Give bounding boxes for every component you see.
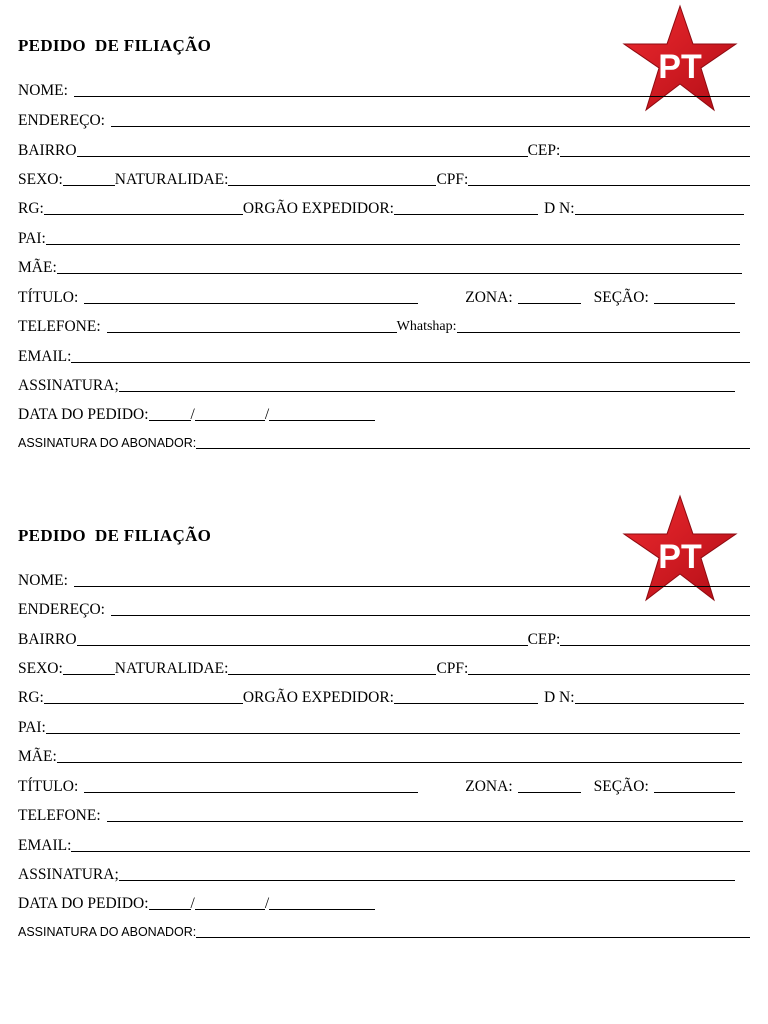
cpf-field[interactable] (468, 170, 750, 186)
nome-label: NOME: (18, 572, 68, 589)
email-label: EMAIL: (18, 837, 72, 854)
telefone-label: TELEFONE: (18, 318, 101, 335)
data-ano-field[interactable] (269, 894, 375, 910)
data-pedido-row (18, 402, 750, 424)
assinatura-row (18, 373, 735, 395)
pai-field[interactable] (46, 229, 740, 245)
pai-label: PAI: (18, 719, 46, 736)
whatsapp-field[interactable] (457, 317, 740, 333)
nome-field[interactable] (74, 81, 750, 97)
data-dia-field[interactable] (149, 894, 191, 910)
zona-field[interactable] (518, 777, 581, 793)
cpf-label: CPF: (436, 660, 469, 677)
mae-label: MÃE: (18, 748, 57, 765)
pt-star-logo (620, 2, 740, 118)
bairro-cep-row (18, 138, 750, 160)
cpf-label: CPF: (436, 171, 469, 188)
naturalidade-field[interactable] (228, 170, 436, 186)
cpf-field[interactable] (468, 659, 750, 675)
telefone-whatsapp-row (18, 314, 740, 336)
mae-row (18, 255, 742, 277)
dn-label: D N: (543, 689, 575, 706)
pai-field[interactable] (46, 718, 740, 734)
telefone-field[interactable] (107, 806, 743, 822)
titulo-label: TÍTULO: (18, 289, 79, 306)
dn-field[interactable] (575, 688, 744, 704)
secao-label: SEÇÃO: (593, 778, 649, 795)
sexo-naturalidade-cpf-row (18, 656, 750, 678)
date-separator: / (190, 895, 195, 912)
email-row (18, 833, 750, 855)
naturalidade-label: NATURALIDAE: (114, 171, 229, 188)
sexo-field[interactable] (63, 170, 115, 186)
email-label: EMAIL: (18, 348, 72, 365)
email-field[interactable] (71, 836, 750, 852)
secao-field[interactable] (654, 777, 735, 793)
zona-label: ZONA: (465, 778, 513, 795)
zona-label: ZONA: (465, 289, 513, 306)
email-field[interactable] (71, 347, 750, 363)
telefone-label: TELEFONE: (18, 807, 101, 824)
abonador-label: ASSINATURA DO ABONADOR: (18, 925, 197, 939)
data-pedido-row (18, 891, 750, 913)
endereco-field[interactable] (111, 600, 750, 616)
dn-label: D N: (543, 200, 575, 217)
titulo-zona-secao-row (18, 774, 735, 796)
nome-row (18, 568, 750, 590)
cep-field[interactable] (560, 630, 750, 646)
orgao-expedidor-label: ORGÃO EXPEDIDOR: (242, 200, 394, 217)
logo-text: PT (658, 538, 702, 576)
data-pedido-label: DATA DO PEDIDO: (18, 895, 149, 912)
bairro-label: BAIRRO (18, 142, 77, 159)
sexo-naturalidade-cpf-row (18, 167, 750, 189)
date-separator: / (264, 406, 270, 423)
email-row (18, 344, 750, 366)
pai-row (18, 226, 740, 248)
secao-label: SEÇÃO: (593, 289, 649, 306)
abonador-row (18, 430, 750, 452)
rg-field[interactable] (44, 688, 243, 704)
logo-text: PT (658, 48, 702, 86)
assinatura-row (18, 862, 735, 884)
naturalidade-field[interactable] (228, 659, 436, 675)
rg-orgao-dn-row (18, 196, 744, 218)
data-pedido-label: DATA DO PEDIDO: (18, 406, 149, 423)
sexo-label: SEXO: (18, 660, 63, 677)
nome-field[interactable] (74, 571, 750, 587)
rg-label: RG: (18, 200, 44, 217)
zona-field[interactable] (518, 288, 581, 304)
membership-form-2 (0, 490, 768, 960)
telefone-field[interactable] (107, 317, 397, 333)
mae-field[interactable] (57, 747, 742, 763)
assinatura-field[interactable] (119, 865, 735, 881)
mae-row (18, 744, 742, 766)
endereco-label: ENDEREÇO: (18, 601, 105, 618)
telefone-row (18, 803, 743, 825)
date-separator: / (190, 406, 195, 423)
orgao-expedidor-label: ORGÃO EXPEDIDOR: (242, 689, 394, 706)
abonador-field[interactable] (196, 922, 750, 938)
titulo-label: TÍTULO: (18, 778, 79, 795)
titulo-zona-secao-row (18, 285, 735, 307)
nome-label: NOME: (18, 82, 68, 99)
endereco-row (18, 597, 750, 619)
cep-label: CEP: (527, 142, 561, 159)
cep-field[interactable] (560, 141, 750, 157)
sexo-label: SEXO: (18, 171, 63, 188)
membership-form-1 (0, 0, 768, 470)
abonador-field[interactable] (196, 433, 750, 449)
form-title: PEDIDO DE FILIAÇÃO (18, 36, 212, 55)
assinatura-label: ASSINATURA; (18, 377, 119, 394)
data-dia-field[interactable] (149, 405, 191, 421)
abonador-row (18, 919, 750, 941)
bairro-field[interactable] (77, 141, 528, 157)
pt-star-logo (620, 492, 740, 608)
whatsapp-label: Whatshap: (396, 319, 457, 334)
data-mes-field[interactable] (195, 405, 265, 421)
orgao-expedidor-field[interactable] (394, 688, 538, 704)
sexo-field[interactable] (63, 659, 115, 675)
pai-row (18, 715, 740, 737)
naturalidade-label: NATURALIDAE: (114, 660, 229, 677)
bairro-label: BAIRRO (18, 631, 77, 648)
titulo-field[interactable] (84, 777, 418, 793)
date-separator: / (264, 895, 270, 912)
endereco-field[interactable] (111, 111, 750, 127)
data-ano-field[interactable] (269, 405, 375, 421)
mae-field[interactable] (57, 258, 742, 274)
orgao-expedidor-field[interactable] (394, 199, 538, 215)
bairro-field[interactable] (77, 630, 528, 646)
secao-field[interactable] (654, 288, 735, 304)
dn-field[interactable] (575, 199, 744, 215)
abonador-label: ASSINATURA DO ABONADOR: (18, 436, 197, 450)
cep-label: CEP: (527, 631, 561, 648)
rg-label: RG: (18, 689, 44, 706)
pai-label: PAI: (18, 230, 46, 247)
data-mes-field[interactable] (195, 894, 265, 910)
endereco-label: ENDEREÇO: (18, 112, 105, 129)
assinatura-field[interactable] (119, 376, 735, 392)
endereco-row (18, 108, 750, 130)
rg-field[interactable] (44, 199, 243, 215)
assinatura-label: ASSINATURA; (18, 866, 119, 883)
mae-label: MÃE: (18, 259, 57, 276)
form-title: PEDIDO DE FILIAÇÃO (18, 526, 212, 545)
nome-row (18, 78, 750, 100)
titulo-field[interactable] (84, 288, 418, 304)
rg-orgao-dn-row (18, 685, 744, 707)
bairro-cep-row (18, 627, 750, 649)
